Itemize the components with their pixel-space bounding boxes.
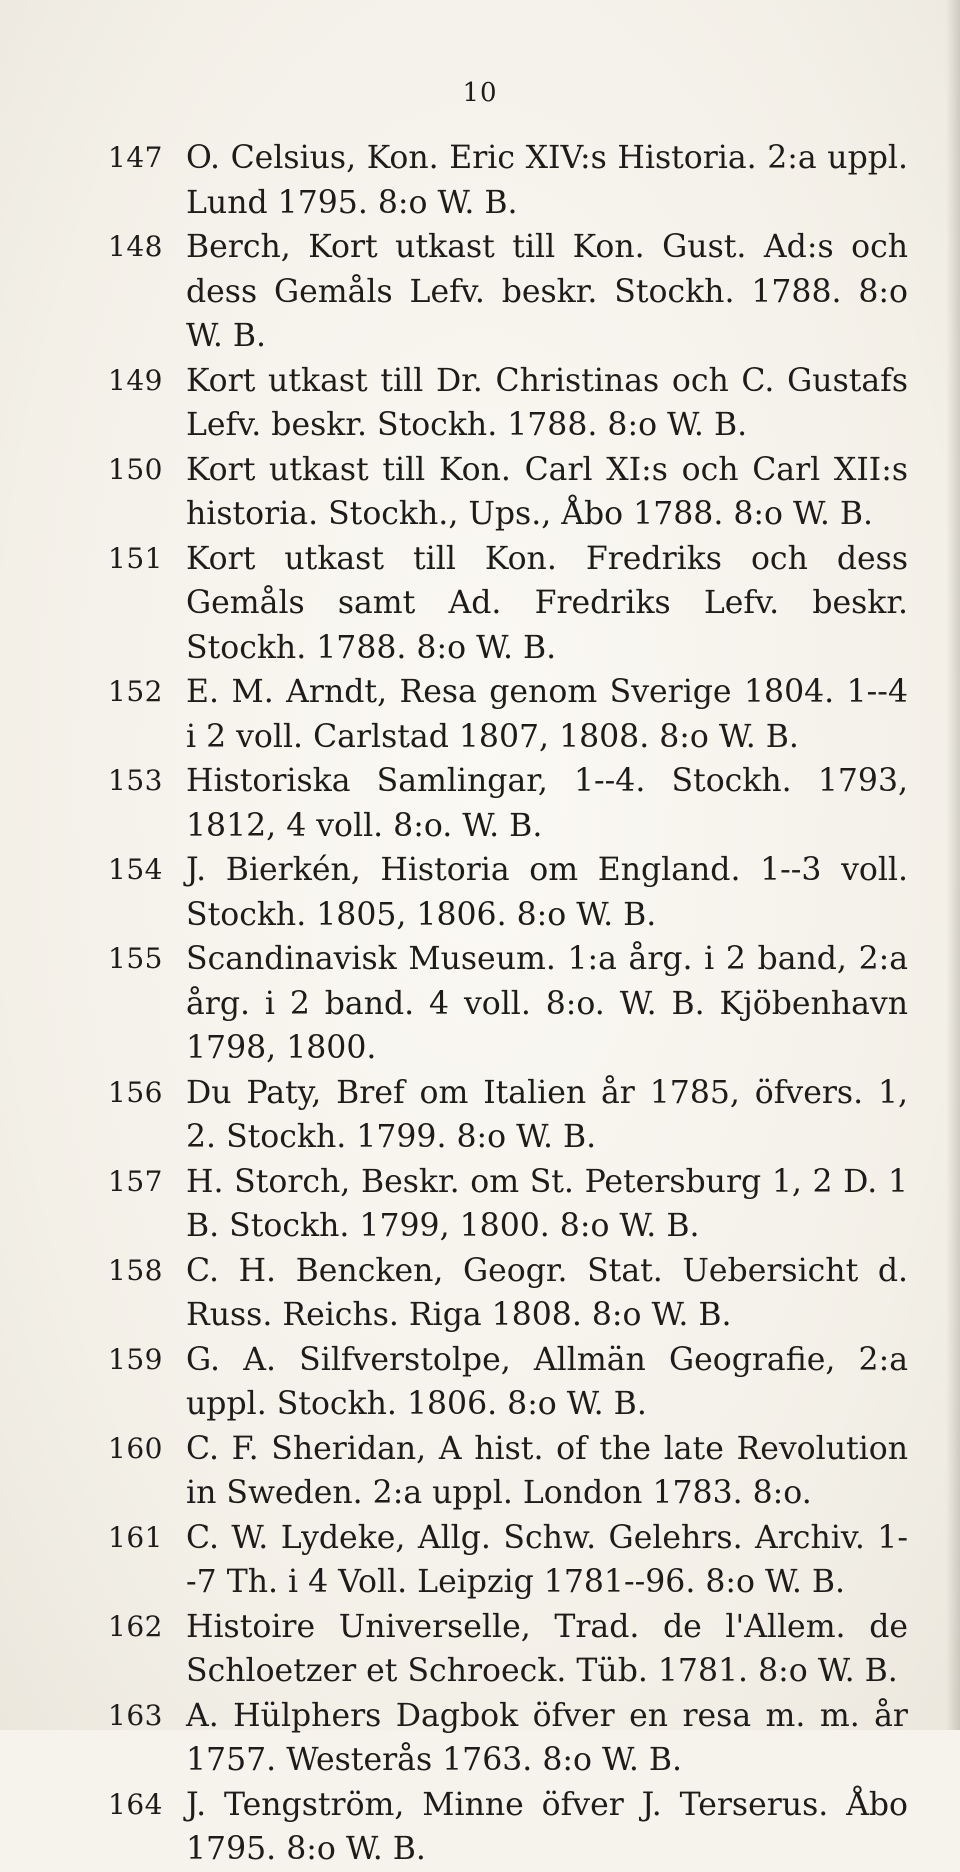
- entry-text: Scandinavisk Museum. 1:a årg. i 2 band, 2:a årg. i 2 band. 4 voll. 8:o. W. B. Kjöbenhavn 1798, 1800.: [186, 941, 908, 1066]
- bibliography-entry: [108, 1427, 908, 1516]
- entry-number: 147: [108, 141, 163, 174]
- bibliography-entry: [108, 1338, 908, 1427]
- entry-number: 159: [108, 1342, 163, 1376]
- bibliography-entry: [108, 670, 908, 759]
- entry-number: 161: [108, 1520, 163, 1554]
- bibliography-entry: [108, 937, 908, 1071]
- bibliography-entry: [108, 136, 908, 225]
- entry-number: 149: [108, 363, 163, 397]
- entry-text: Kort utkast till Kon. Fredriks och dess Gemåls samt Ad. Fredriks Lefv. beskr. Stockh. 1788. 8:o W. B.: [186, 540, 908, 666]
- entry-number: 150: [108, 452, 163, 486]
- entry-text: J. Tengström, Minne öfver J. Terserus. Åbo 1795. 8:o W. B.: [186, 1786, 908, 1867]
- bibliography-list: [108, 136, 908, 1872]
- bibliography-entry: [108, 1605, 908, 1694]
- entry-text: Histoire Universelle, Trad. de l'Allem. de Schloetzer et Schroeck. Tüb. 1781. 8:o W. B.: [186, 1608, 908, 1689]
- bibliography-entry: [108, 1783, 908, 1872]
- entry-text: Kort utkast till Dr. Christinas och C. Gustafs Lefv. beskr. Stockh. 1788. 8:o W. B.: [186, 362, 908, 443]
- entry-number: 164: [108, 1787, 163, 1821]
- bibliography-entry: [108, 1071, 908, 1160]
- bibliography-entry: [108, 448, 908, 537]
- entry-number: 155: [108, 942, 163, 975]
- entry-text: J. Bierkén, Historia om England. 1--3 voll. Stockh. 1805, 1806. 8:o W. B.: [186, 852, 908, 933]
- page-edge-shadow: [946, 0, 960, 1730]
- entry-number: 162: [108, 1609, 163, 1643]
- entry-number: 152: [108, 675, 163, 708]
- bibliography-entry: [108, 1516, 908, 1605]
- bibliography-entry: [108, 537, 908, 671]
- bibliography-entry: [108, 1160, 908, 1249]
- entry-text: C. F. Sheridan, A hist. of the late Revolution in Sweden. 2:a uppl. London 1783. 8:o.: [186, 1430, 908, 1511]
- entry-number: 160: [108, 1431, 163, 1465]
- bibliography-entry: [108, 1694, 908, 1783]
- entry-number: 151: [108, 541, 163, 575]
- entry-number: 154: [108, 853, 163, 886]
- entry-number: 163: [108, 1698, 163, 1732]
- entry-text: Kort utkast till Kon. Carl XI:s och Carl XII:s historia. Stockh., Ups., Åbo 1788. 8:o W. B.: [186, 451, 908, 532]
- entry-text: E. M. Arndt, Resa genom Sverige 1804. 1--4 i 2 voll. Carlstad 1807, 1808. 8:o W. B.: [186, 674, 908, 755]
- bibliography-entry: [108, 359, 908, 448]
- bibliography-entry: [108, 848, 908, 937]
- entry-text: O. Celsius, Kon. Eric XIV:s Historia. 2:a uppl. Lund 1795. 8:o W. B.: [186, 140, 908, 221]
- entry-text: Historiska Samlingar, 1--4. Stockh. 1793, 1812, 4 voll. 8:o. W. B.: [186, 763, 908, 844]
- entry-number: 153: [108, 764, 163, 797]
- bibliography-entry: [108, 759, 908, 848]
- entry-number: 157: [108, 1164, 163, 1198]
- entry-text: Berch, Kort utkast till Kon. Gust. Ad:s och dess Gemåls Lefv. beskr. Stockh. 1788. 8:o W. B.: [186, 229, 908, 354]
- entry-text: C. H. Bencken, Geogr. Stat. Uebersicht d. Russ. Reichs. Riga 1808. 8:o W. B.: [186, 1252, 908, 1333]
- entry-text: C. W. Lydeke, Allg. Schw. Gelehrs. Archiv. 1--7 Th. i 4 Voll. Leipzig 1781--96. 8:o W. B.: [186, 1519, 908, 1600]
- bibliography-entry: [108, 1249, 908, 1338]
- entry-number: 158: [108, 1253, 163, 1287]
- bibliography-entry: [108, 225, 908, 359]
- entry-text: A. Hülphers Dagbok öfver en resa m. m. år 1757. Westerås 1763. 8:o W. B.: [186, 1697, 908, 1778]
- entry-number: 156: [108, 1075, 163, 1109]
- entry-number: 148: [108, 230, 163, 263]
- entry-text: Du Paty, Bref om Italien år 1785, öfvers. 1, 2. Stockh. 1799. 8:o W. B.: [186, 1074, 908, 1155]
- page-number: 10: [462, 78, 498, 108]
- entry-text: G. A. Silfverstolpe, Allmän Geografie, 2:a uppl. Stockh. 1806. 8:o W. B.: [186, 1341, 908, 1422]
- entry-text: H. Storch, Beskr. om St. Petersburg 1, 2 D. 1 B. Stockh. 1799, 1800. 8:o W. B.: [186, 1163, 908, 1244]
